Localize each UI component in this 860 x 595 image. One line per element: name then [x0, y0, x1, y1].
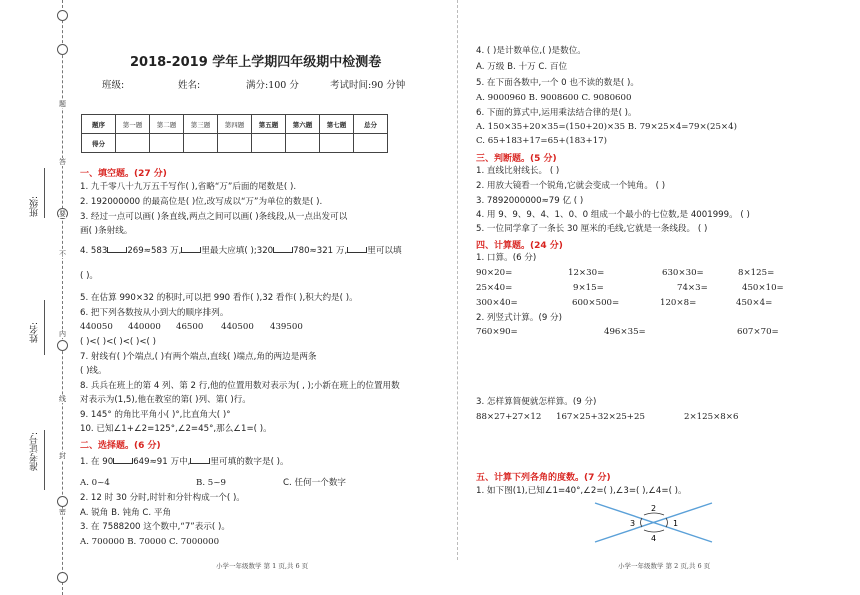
score-table-score-row	[82, 134, 388, 153]
angle-arc	[666, 518, 668, 527]
page-footer: 小学一年级数学 第 1 页,共 6 页	[216, 562, 309, 570]
score-cell[interactable]	[354, 134, 388, 153]
section-title-calc: 四、计算题。(24 分)	[476, 241, 563, 251]
class-field: 班级:	[102, 80, 125, 91]
number-item: 440000	[128, 322, 161, 332]
c1-part: 里可填的数字是( )。	[210, 457, 289, 467]
number-item: 46500	[176, 322, 204, 332]
choice-options[interactable]: A. 万级 B. 十万 C. 百位	[476, 62, 568, 72]
choice-options[interactable]: A. 锐角 B. 钝角 C. 平角	[80, 508, 172, 518]
choice-options[interactable]: A. 9000960 B. 9008600 C. 9080600	[476, 93, 632, 103]
q4-part: 里可以填	[367, 246, 402, 256]
simplify-item: 2×125×8×6	[684, 412, 739, 422]
section-title-angle: 五、计算下列各角的度数。(7 分)	[476, 473, 611, 483]
name-underline	[44, 300, 45, 355]
question-text: 2. 用放大镜看一个锐角,它就会变成一个钝角。 ( )	[476, 181, 666, 191]
page-footer: 小学一年级数学 第 2 页,共 6 页	[618, 562, 711, 570]
seal-char: 线	[59, 395, 66, 403]
oral-item: 25×40=	[476, 283, 513, 293]
score-table-header-row	[82, 115, 388, 134]
question-text: 3. 经过一点可以画( )条直线,两点之间可以画( )条线段,从一点出发可以	[80, 212, 348, 222]
question-text: 1. 九千零八十九万五千写作( ),省略“万”后面的尾数是( ).	[80, 182, 297, 192]
score-table	[81, 114, 388, 153]
q4-part: 269≈583 万,	[127, 246, 182, 256]
oral-item: 9×15=	[573, 283, 604, 293]
number-item: 440500	[221, 322, 254, 332]
angle-arc	[644, 530, 664, 532]
q4-part: 780≈321 万,	[293, 246, 348, 256]
number-item: 439500	[270, 322, 303, 332]
section-title-choice: 二、选择题。(6 分)	[80, 441, 161, 451]
sub-title: 1. 口算。(6 分)	[476, 253, 537, 263]
vertical-item: 607×70=	[737, 327, 779, 337]
angle-arc	[644, 513, 664, 515]
angle-arc	[641, 518, 643, 527]
oral-item: 120×8=	[660, 298, 697, 308]
exam-no-label: 准考证号:	[30, 432, 40, 472]
question-text	[80, 246, 402, 257]
seal-char: 封	[59, 452, 66, 460]
oral-item: 450×10=	[742, 283, 784, 293]
question-text: 6. 下面的算式中,运用乘法结合律的是( )。	[476, 108, 637, 118]
blank-box[interactable]	[113, 458, 133, 464]
question-text: 7. 射线有( )个端点,( )有两个端点,直线( )端点,角的两边是两条	[80, 352, 317, 362]
score-header-cell: 第二题	[150, 115, 184, 134]
score-header-cell: 第一题	[116, 115, 150, 134]
binding-hole	[57, 340, 68, 351]
score-cell[interactable]	[150, 134, 184, 153]
question-text: 画( )条射线。	[80, 226, 133, 236]
sub-title: 3. 怎样算简便就怎样算。(9 分)	[476, 397, 597, 407]
question-text: ( )。	[80, 271, 99, 281]
score-header-cell: 第六题	[286, 115, 320, 134]
exam-time: 考试时间:90 分钟	[330, 80, 406, 91]
q4-part: 4. 583	[80, 246, 108, 256]
question-text: 2. 192000000 的最高位是( )位,改写成以“万”为单位的数是( ).	[80, 197, 323, 207]
q4-part: 里最大应填( );320	[201, 246, 274, 256]
question-text: 对表示为(1,5),他在教室的第( )列、第( )行。	[80, 395, 251, 405]
binding-hole	[57, 572, 68, 583]
angle-label: 2	[651, 504, 657, 513]
score-header-cell: 第七题	[320, 115, 354, 134]
blank-box[interactable]	[181, 247, 201, 253]
score-cell[interactable]	[286, 134, 320, 153]
question-text: 4. 用 9、9、9、4、1、0、0 组成一个最小的七位数,是 4001999。 ( )	[476, 210, 750, 220]
question-text: 5. 一位同学拿了一条长 30 厘米的毛线,它就是一条线段。 ( )	[476, 224, 708, 234]
question-text	[80, 457, 289, 468]
binding-hole	[57, 10, 68, 21]
class-label: 班级:	[30, 196, 40, 218]
angle-figure	[590, 498, 715, 548]
blank-box[interactable]	[190, 458, 210, 464]
binding-hole	[57, 44, 68, 55]
oral-item: 630×30=	[662, 268, 704, 278]
angle-label: 3	[630, 519, 636, 528]
oral-item: 8×125=	[738, 268, 775, 278]
sub-title: 2. 列竖式计算。(9 分)	[476, 313, 562, 323]
question-text: 1. 如下图(1),已知∠1=40°,∠2=( ),∠3=( ),∠4=( )。	[476, 486, 687, 496]
question-text: 2. 12 时 30 分时,时针和分针构成一个( )。	[80, 493, 245, 503]
oral-item: 300×40=	[476, 298, 518, 308]
question-text: 10. 已知∠1+∠2=125°,∠2=45°,那么∠1=( )。	[80, 424, 272, 434]
choice-option[interactable]: C. 65+183+17=65+(183+17)	[476, 136, 607, 146]
question-text: 3. 在 7588200 这个数中,“7”表示( )。	[80, 522, 230, 532]
seal-char: 密	[59, 508, 66, 516]
seal-char: 题	[59, 100, 66, 108]
simplify-item: 167×25+32×25+25	[556, 412, 645, 422]
choice-option[interactable]: C. 任何一个数字	[283, 478, 347, 488]
score-cell[interactable]	[116, 134, 150, 153]
question-text: ( )线。	[80, 366, 107, 376]
oral-item: 450×4=	[736, 298, 773, 308]
blank-box[interactable]	[107, 247, 127, 253]
score-cell[interactable]	[252, 134, 286, 153]
choice-options[interactable]: A. 150×35+20×35=(150+20)×35 B. 79×25×4=79×(25×4)	[476, 122, 737, 132]
question-text: 9. 145° 的角比平角小( )°,比直角大( )°	[80, 410, 231, 420]
score-row-label: 得分	[82, 134, 116, 153]
question-text: 1. 直线比射线长。 ( )	[476, 166, 560, 176]
name-field: 姓名:	[178, 80, 201, 91]
question-text: ( )<( )<( )<( )<( )	[80, 337, 156, 347]
section-title-fill-blank: 一、填空题。(27 分)	[80, 169, 167, 179]
seal-char: 内	[59, 330, 66, 338]
seal-char: 答	[59, 158, 66, 166]
page-divider	[457, 0, 458, 560]
angle-label: 1	[673, 519, 679, 528]
oral-item: 600×500=	[572, 298, 620, 308]
score-header-cell: 题序	[82, 115, 116, 134]
vertical-item: 496×35=	[604, 327, 646, 337]
score-header-cell: 第四题	[218, 115, 252, 134]
question-text: 4. ( )是计数单位,( )是数位。	[476, 46, 586, 56]
score-cell[interactable]	[184, 134, 218, 153]
choice-option[interactable]: B. 5~9	[196, 478, 226, 488]
section-title-judge: 三、判断题。(5 分)	[476, 154, 557, 164]
c1-part: 649≈91 万中,	[133, 457, 191, 467]
page-title: 2018-2019 学年上学期四年级期中检测卷	[130, 55, 382, 70]
oral-item: 90×20=	[476, 268, 513, 278]
choice-options[interactable]: A. 700000 B. 70000 C. 7000000	[80, 537, 220, 547]
question-text: 6. 把下列各数按从小到大的顺序排列。	[80, 308, 229, 318]
question-text: 5. 在下面各数中,一个 0 也不读的数是( )。	[476, 78, 639, 88]
binding-hole	[57, 496, 68, 507]
c1-part: 1. 在 90	[80, 457, 114, 467]
score-header-cell: 总分	[354, 115, 388, 134]
score-cell[interactable]	[320, 134, 354, 153]
full-score: 满分:100 分	[246, 80, 299, 91]
oral-item: 12×30=	[568, 268, 605, 278]
simplify-item: 88×27+27×12	[476, 412, 542, 422]
number-item: 440050	[80, 322, 113, 332]
choice-option[interactable]: A. 0~4	[80, 478, 110, 488]
name-label: 姓名:	[30, 322, 40, 344]
score-header-cell: 第五题	[252, 115, 286, 134]
class-underline	[44, 168, 45, 218]
question-text: 5. 在估算 990×32 的积时,可以把 990 看作( ),32 看作( ),积大约是( )。	[80, 293, 358, 303]
score-cell[interactable]	[218, 134, 252, 153]
question-text: 8. 兵兵在班上的第 4 列、第 2 行,他的位置用数对表示为( , );小新在班上的位置用数	[80, 381, 400, 391]
seal-char: 不	[59, 250, 66, 258]
seal-char: 要	[59, 210, 66, 218]
angle-label: 4	[651, 534, 657, 543]
blank-box[interactable]	[347, 247, 367, 253]
vertical-item: 760×90=	[476, 327, 518, 337]
blank-box[interactable]	[273, 247, 293, 253]
question-text: 3. 7892000000≈79 亿 ( )	[476, 196, 584, 206]
score-header-cell: 第三题	[184, 115, 218, 134]
exam-no-underline	[44, 430, 45, 490]
oral-item: 74×3=	[677, 283, 708, 293]
